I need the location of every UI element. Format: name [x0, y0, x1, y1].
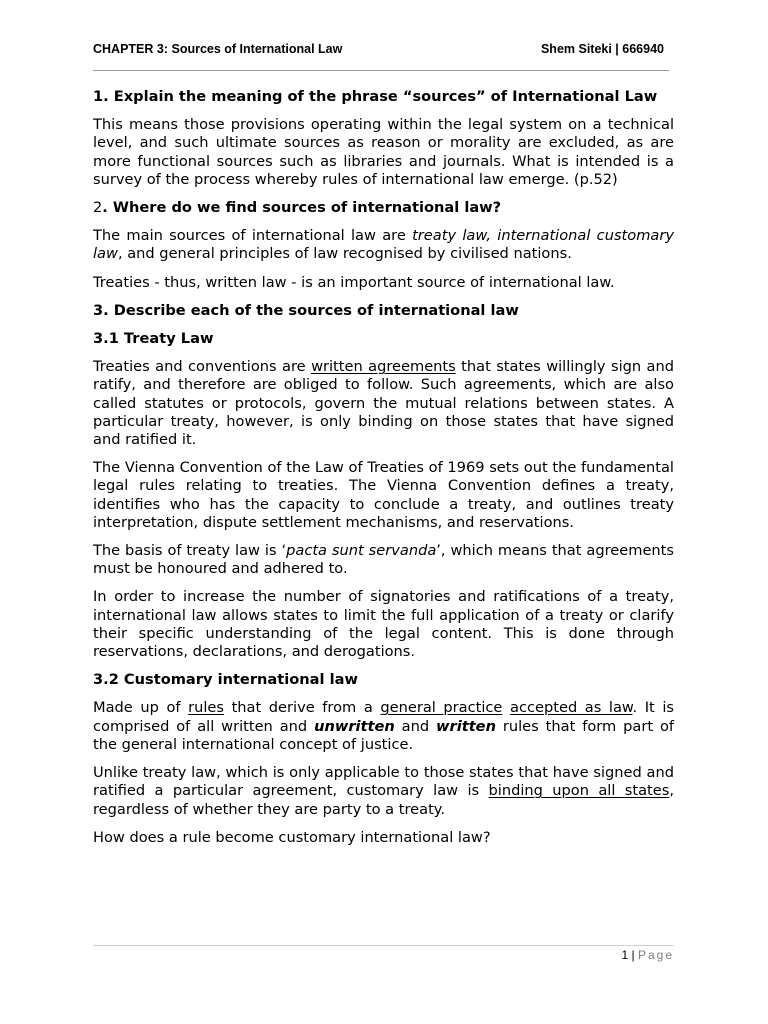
paragraph-text: Made up of	[93, 699, 189, 717]
paragraph-text: The basis of treaty law is ‘	[93, 542, 287, 560]
answer-text: , and general principles of law recognised by civilised nations.	[117, 245, 572, 263]
customary-paragraph-2	[93, 764, 674, 819]
paragraph-text: ’, which means that agreements must be honoured and adhered to.	[93, 542, 675, 578]
customary-paragraph-1	[93, 699, 674, 754]
latin-term: pacta sunt servanda	[286, 542, 437, 560]
question-2-heading	[93, 199, 674, 217]
bold-italic-term: unwritten	[314, 717, 395, 735]
paragraph-text	[502, 699, 510, 716]
treaty-paragraph-1	[93, 358, 674, 449]
question-1-answer: This means those provisions operating within the legal system on a technical level, and such ultimate sources as reason or morality are excluded, as are more functional sources such as libraries and journals. What is intended is a survey of the process whereby rules of international law emerge. (p.52)	[93, 116, 674, 188]
underlined-term: written agreements	[311, 358, 456, 376]
underlined-term: binding upon all states	[488, 782, 670, 800]
treaty-paragraph-3	[93, 542, 674, 578]
paragraph-text: that states willingly sign and ratify, and therefore are obliged to follow. Such agreements, which are also called statutes or protocols, govern the mutual relations between states. A particular treaty, however, is only binding on those states that have signed and ratified it.	[93, 358, 674, 449]
paragraph-text: that derive from a	[224, 699, 381, 717]
answer-emphasis: treaty law, international customary law	[93, 227, 675, 263]
question-1-heading: 1. Explain the meaning of the phrase “sources” of International Law	[93, 88, 658, 105]
author-id: Shem Siteki | 666940	[540, 42, 664, 56]
page-number: 1	[621, 948, 629, 962]
page-label: Page	[637, 948, 674, 962]
footer-separator: |	[628, 948, 638, 962]
document-body	[93, 88, 674, 857]
bold-italic-term: written	[436, 717, 496, 735]
paragraph-text: rules that form part of the general international concept of justice.	[93, 717, 675, 753]
page-footer	[93, 948, 674, 962]
question-2-number: 2	[93, 199, 103, 217]
underlined-term: accepted as law	[510, 699, 633, 717]
question-2-answer	[93, 227, 674, 263]
customary-paragraph-3: How does a rule become customary international law?	[93, 828, 491, 846]
paragraph-text: Treaties and conventions are	[93, 358, 312, 376]
section-3-1-heading: 3.1 Treaty Law	[93, 330, 214, 348]
underlined-term: general practice	[380, 699, 503, 717]
paragraph-text: . It is comprised of all written and	[93, 699, 674, 735]
underlined-term: rules	[188, 699, 224, 717]
chapter-title: CHAPTER 3: Sources of International Law	[93, 42, 343, 56]
question-3-heading: 3. Describe each of the sources of international law	[93, 301, 519, 319]
question-2-note: Treaties - thus, written law - is an important source of international law.	[93, 273, 615, 291]
answer-text: The main sources of international law are	[93, 227, 413, 245]
paragraph-text: and	[394, 717, 437, 735]
question-2-text: . Where do we find sources of international law?	[102, 199, 502, 217]
paragraph-text: Unlike treaty law, which is only applicable to those states that have signed and ratified a particular agreement, customary law is	[93, 764, 674, 800]
page-header	[93, 42, 669, 56]
treaty-paragraph-2: The Vienna Convention of the Law of Treaties of 1969 sets out the fundamental legal rules relating to treaties. The Vienna Convention defines a treaty, identifies who has the capacity to conclude a treaty, and outlines treaty interpretation, dispute settlement mechanisms, and reservations.	[93, 459, 674, 531]
treaty-paragraph-4: In order to increase the number of signatories and ratifications of a treaty, international law allows states to limit the full application of a treaty or clarify their specific understanding of the legal content. This is done through reservations, declarations, and derogations.	[93, 588, 674, 661]
header-divider	[93, 70, 669, 71]
footer-divider	[93, 945, 674, 946]
section-3-2-heading: 3.2 Customary international law	[93, 671, 358, 689]
paragraph-text: , regardless of whether they are party to a treaty.	[93, 782, 674, 818]
